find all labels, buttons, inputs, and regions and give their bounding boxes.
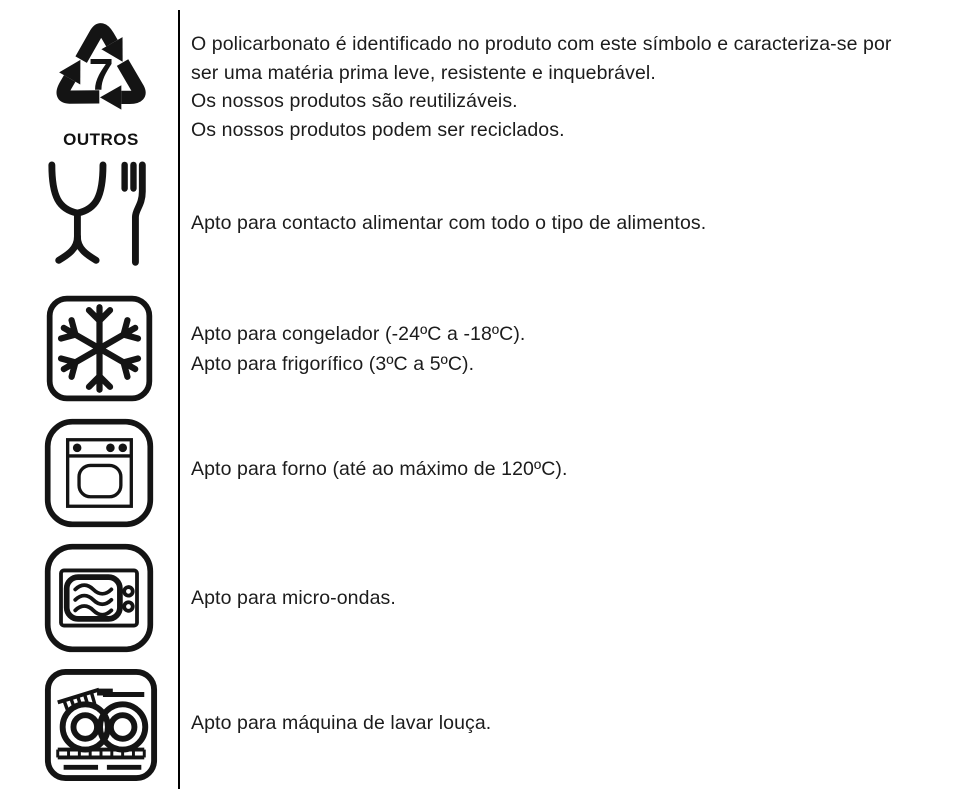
- text-block-oven: [191, 455, 568, 484]
- text-line: Apto para frigorífico (3ºC a 5ºC).: [191, 353, 475, 375]
- text-line: Apto para máquina de lavar louça.: [191, 712, 492, 734]
- text-line: Apto para contacto alimentar com todo o tipo de alimentos.: [191, 212, 707, 234]
- microwave-icon: [42, 541, 156, 655]
- text-line: Apto para congelador (-24ºC a -18ºC).: [191, 323, 526, 345]
- recycling-number: 7: [88, 50, 114, 100]
- text-block-dishwasher: [191, 709, 491, 738]
- text-line: Apto para micro-ondas.: [191, 587, 396, 609]
- freezer-snowflake-icon: [42, 291, 157, 406]
- text-line: Os nossos produtos podem ser reciclados.: [191, 118, 565, 141]
- recycling-7-icon: [40, 10, 162, 150]
- text-line: O policarbonato é identificado no produto com este símbolo e caracteriza-se por: [191, 33, 892, 55]
- text-line: ser uma matéria prima leve, resistente e inquebrável.: [191, 61, 656, 84]
- text-block-food-contact: [191, 209, 706, 238]
- text-block-microwave: [191, 584, 396, 613]
- text-block-polycarbonate: [191, 30, 892, 144]
- vertical-divider: [178, 10, 180, 789]
- oven-icon: [42, 416, 156, 530]
- text-line: Os nossos produtos são reutilizáveis.: [191, 90, 518, 112]
- text-line: Apto para forno (até ao máximo de 120ºC).: [191, 458, 568, 480]
- dishwasher-icon: [42, 666, 160, 784]
- food-safe-glass-fork-icon: [38, 160, 166, 278]
- text-block-freezer: [191, 319, 525, 379]
- recycling-material-label: OUTROS: [63, 130, 139, 149]
